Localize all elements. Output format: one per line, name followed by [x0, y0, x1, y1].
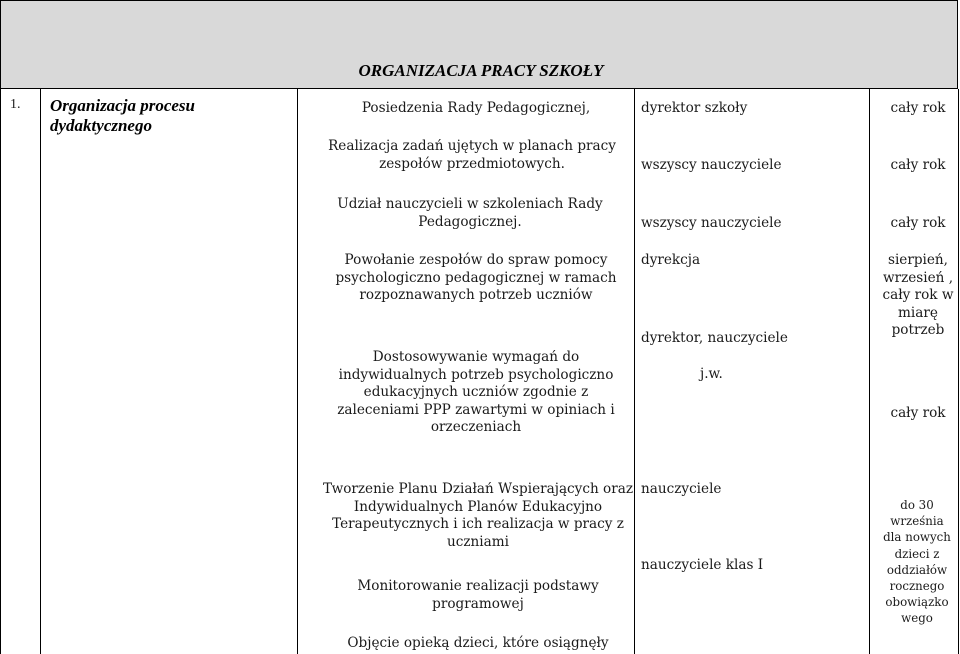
column-divider [297, 89, 298, 654]
deadline: cały rok [890, 157, 946, 173]
task-item: Tworzenie Planu Działań Wspierających oraz Indywidualnych Planów Edukacyjno Terapeutycznych i ich realizacja w pracy z uczniami [322, 481, 633, 550]
responsible-person: nauczyciele klas I [641, 557, 764, 573]
responsible-person: dyrektor szkoły [641, 100, 748, 116]
task-item: Monitorowanie realizacji podstawy programowej [357, 578, 599, 612]
deadline: cały rok [890, 405, 946, 421]
column-divider [634, 89, 635, 654]
task-item: Udział nauczycieli w szkoleniach Rady Pedagogicznej. [337, 196, 603, 230]
task-item: Powołanie zespołów do spraw pomocy psychologiczno pedagogicznej w ramach rozpoznawanych potrzeb uczniów [335, 252, 617, 303]
deadline: cały rok [890, 215, 946, 231]
deadline: do 30 września dla nowych dzieci z oddziałów rocznego obowiązko wego [883, 498, 951, 626]
task-item: Objęcie opieką dzieci, które osiągnęły [347, 635, 609, 651]
area-name: Organizacja procesu dydaktycznego [50, 96, 195, 135]
responsible-person: dyrekcja [641, 252, 701, 268]
responsible-person: nauczyciele [641, 481, 722, 497]
responsible-person: wszyscy nauczyciele [641, 157, 782, 173]
deadline: cały rok [890, 100, 946, 116]
responsible-person: j.w. [700, 366, 723, 382]
responsible-person: wszyscy nauczyciele [641, 215, 782, 231]
responsible-person: dyrektor, nauczyciele [641, 330, 788, 346]
page-title: ORGANIZACJA PRACY SZKOŁY [358, 61, 604, 80]
column-divider [40, 89, 41, 654]
task-item: Dostosowywanie wymagań do indywidualnych potrzeb psychologiczno edukacyjnych uczniów zgodnie z zaleceniami PPP zawartymi w opiniach i orzeczeniach [337, 349, 615, 435]
task-item: Realizacja zadań ujętych w planach pracy zespołów przedmiotowych. [328, 138, 616, 172]
row-number: 1. [10, 97, 21, 112]
task-item: Posiedzenia Rady Pedagogicznej, [361, 100, 591, 116]
deadline: sierpień, wrzesień , cały rok w miarę potrzeb [882, 252, 954, 338]
